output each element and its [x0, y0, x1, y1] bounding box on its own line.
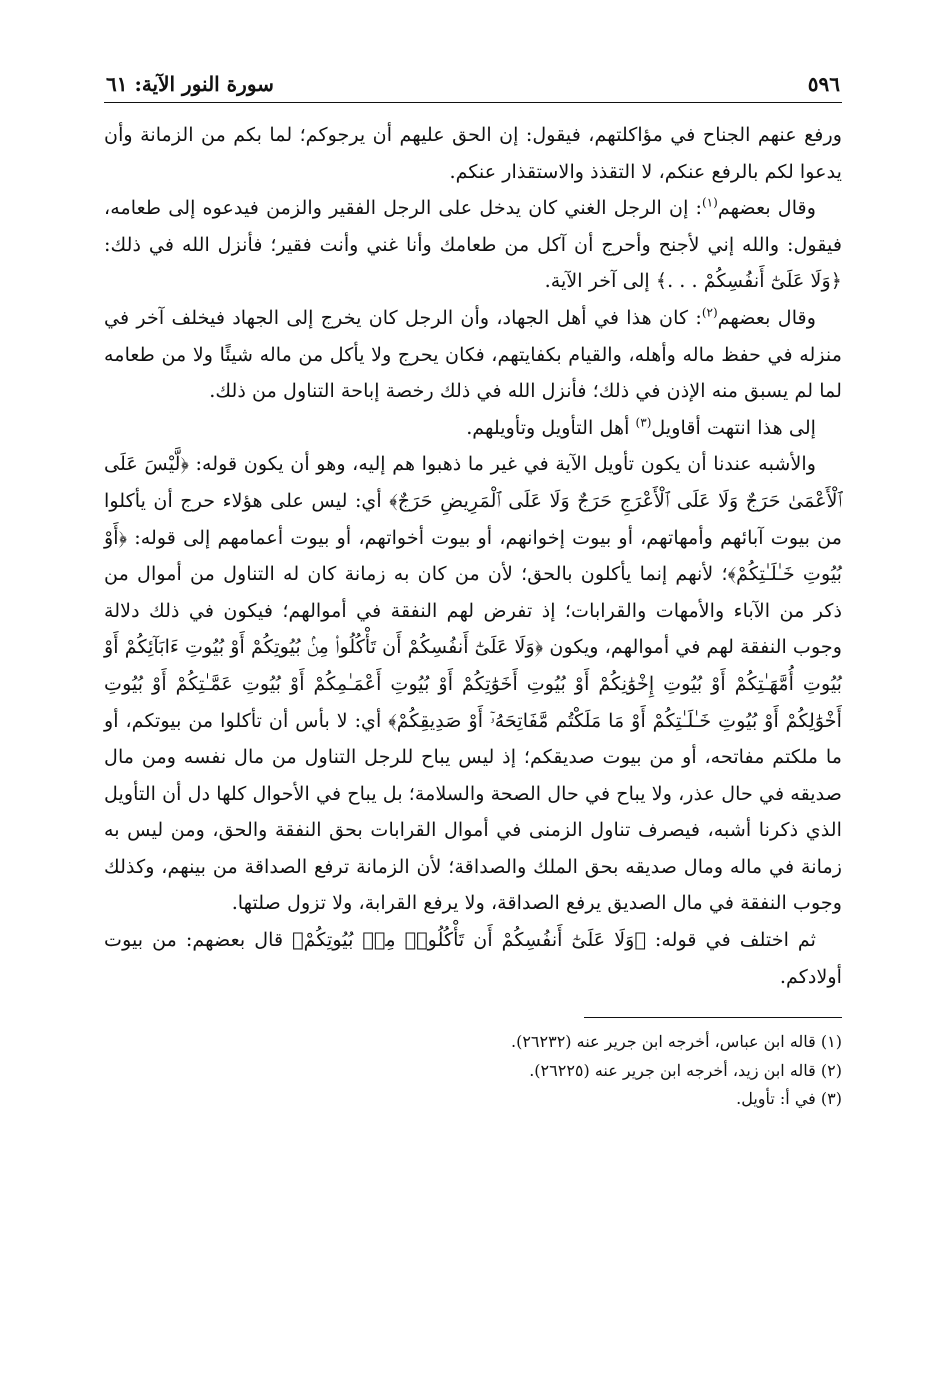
footnote-marker-3: (٣) — [635, 415, 652, 430]
paragraph-2-rest: : إن الرجل الغني كان يدخل على الرجل الفقير والزمن فيدعوه إلى طعامه، فيقول: والله إني لأجنح وأحرج أن آكل من طعامك وأنا غني وأنت فقير؛ فأنزل الله في ذلك: ﴿وَلَا عَلَىٰٓ أَنفُسِكُمْ . . .﴾ إلى آخر الآية. — [104, 196, 842, 293]
footnote-separator — [584, 1017, 842, 1018]
footnote-marker-2: (٢) — [701, 305, 718, 320]
main-text — [104, 117, 842, 995]
paragraph-5: والأشبه عندنا أن يكون تأويل الآية في غير ما ذهبوا هم إليه، وهو أن يكون قوله: ﴿لَّيْسَ عَلَى ٱلْأَعْمَىٰ حَرَجٌ وَلَا عَلَى ٱلْأَعْرَجِ حَرَجٌ وَلَا عَلَى ٱلْمَرِيضِ حَرَجٌ﴾ أي: ليس على هؤلاء حرج أن يأكلوا من بيوت آبائهم وأمهاتهم، أو بيوت إخوانهم، أو بيوت أخواتهم، أو بيوت أعمامهم إلى قوله: ﴿أَوْ بُيُوتِ خَـٰلَـٰتِكُمْ﴾؛ لأنهم إنما يأكلون بالحق؛ لأن من كان به زمانة كان له التناول من أموال من ذكر من الآباء والأمهات والقرابات؛ إذ تفرض لهم النفقة في أموالهم؛ فيكون في ذلك دلالة وجوب النفقة لهم في أموالهم، ويكون ﴿وَلَا عَلَىٰٓ أَنفُسِكُمْ أَن تَأْكُلُوا۟ مِنۢ بُيُوتِكُمْ أَوْ بُيُوتِ ءَابَآئِكُمْ أَوْ بُيُوتِ أُمَّهَـٰتِكُمْ أَوْ بُيُوتِ إِخْوَٰنِكُمْ أَوْ بُيُوتِ أَخَوَٰتِكُمْ أَوْ بُيُوتِ أَعْمَـٰمِكُمْ أَوْ بُيُوتِ عَمَّـٰتِكُمْ أَوْ بُيُوتِ أَخْوَٰلِكُمْ أَوْ بُيُوتِ خَـٰلَـٰتِكُمْ أَوْ مَا مَلَكْتُم مَّفَاتِحَهُۥٓ أَوْ صَدِيقِكُمْ﴾ أي: لا بأس أن تأكلوا من بيوتكم، أو ما ملكتم مفاتحه، أو من بيوت صديقكم؛ إذ ليس يباح للرجل التناول من مال نفسه ومن مال صديقه في حال عذر، ولا يباح في حال الصحة والسلامة؛ بل يباح في الأحوال كلها دل أن التأويل الذي ذكرنا أشبه، فيصرف تناول الزمنى في أموال القرابات بحق النفقة والحق، ومن ليس به زمانة في ماله ومال صديقه بحق الملك والصداقة؛ لأن الزمانة ترفع الصداقة من بينهم، وكذلك وجوب النفقة في مال الصديق يرفع الصداقة، ولا يرفع القرابة، ولا تزول صلتها. — [104, 452, 842, 915]
footnote-number: (٢) — [820, 1060, 842, 1080]
paragraph-3-lead: وقال بعضهم — [717, 305, 816, 329]
footnote-number: (١) — [820, 1032, 842, 1052]
paragraph-6: ثم اختلف في قوله: ﴿وَلَا عَلَىٰٓ أَنفُسِكُمْ أَن تَأْكُلُوا۟ مِنۢ بُيُوتِكُمْ﴾ قال بعضهم: من بيوت أولادكم. — [104, 928, 842, 988]
paragraph-2-lead: وقال بعضهم — [717, 196, 816, 220]
footnote-3 — [104, 1085, 842, 1114]
paragraph-2 — [104, 190, 842, 300]
footnotes — [104, 1028, 842, 1114]
paragraph-1: ورفع عنهم الجناح في مؤاكلتهم، فيقول: إن الحق عليهم أن يرجوكم؛ لما بكم من الزمانة وأن يدعوا لكم بالرفع عنكم، لا التقذذ والاستقذار عنكم. — [104, 123, 842, 183]
paragraph-4 — [104, 410, 842, 447]
paragraph-3 — [104, 300, 842, 410]
paragraph-4-lead: إلى هذا انتهت أقاويل — [651, 415, 816, 439]
footnote-text: في أ: تأويل. — [736, 1089, 816, 1109]
footnote-marker-1: (١) — [701, 195, 718, 210]
footnote-text: قاله ابن عباس، أخرجه ابن جرير عنه (٢٦٢٣٢). — [511, 1032, 816, 1052]
footnote-number: (٣) — [820, 1089, 842, 1109]
paragraph-3-rest: : كان هذا في أهل الجهاد، وأن الرجل كان يخرج إلى الجهاد فيخلف آخر في منزله في حفظ ماله وأهله، والقيام بكفايتهم، فكان يحرج ولا يأكل من ماله شيئًا ولا من طعامه لما لم يسبق منه الإذن في ذلك؛ فأنزل الله في ذلك رخصة إباحة التناول من ذلك. — [104, 305, 842, 403]
page-number: ٥٩٦ — [807, 72, 840, 96]
footnote-text: قاله ابن زيد، أخرجه ابن جرير عنه (٢٦٢٢٥). — [529, 1060, 816, 1080]
book-page — [104, 72, 842, 1114]
footnote-2 — [104, 1057, 842, 1086]
surah-title: سورة النور الآية: ٦١ — [106, 72, 274, 96]
page-header — [104, 72, 842, 103]
footnote-1 — [104, 1028, 842, 1057]
paragraph-4-rest: أهل التأويل وتأويلهم. — [466, 415, 636, 439]
